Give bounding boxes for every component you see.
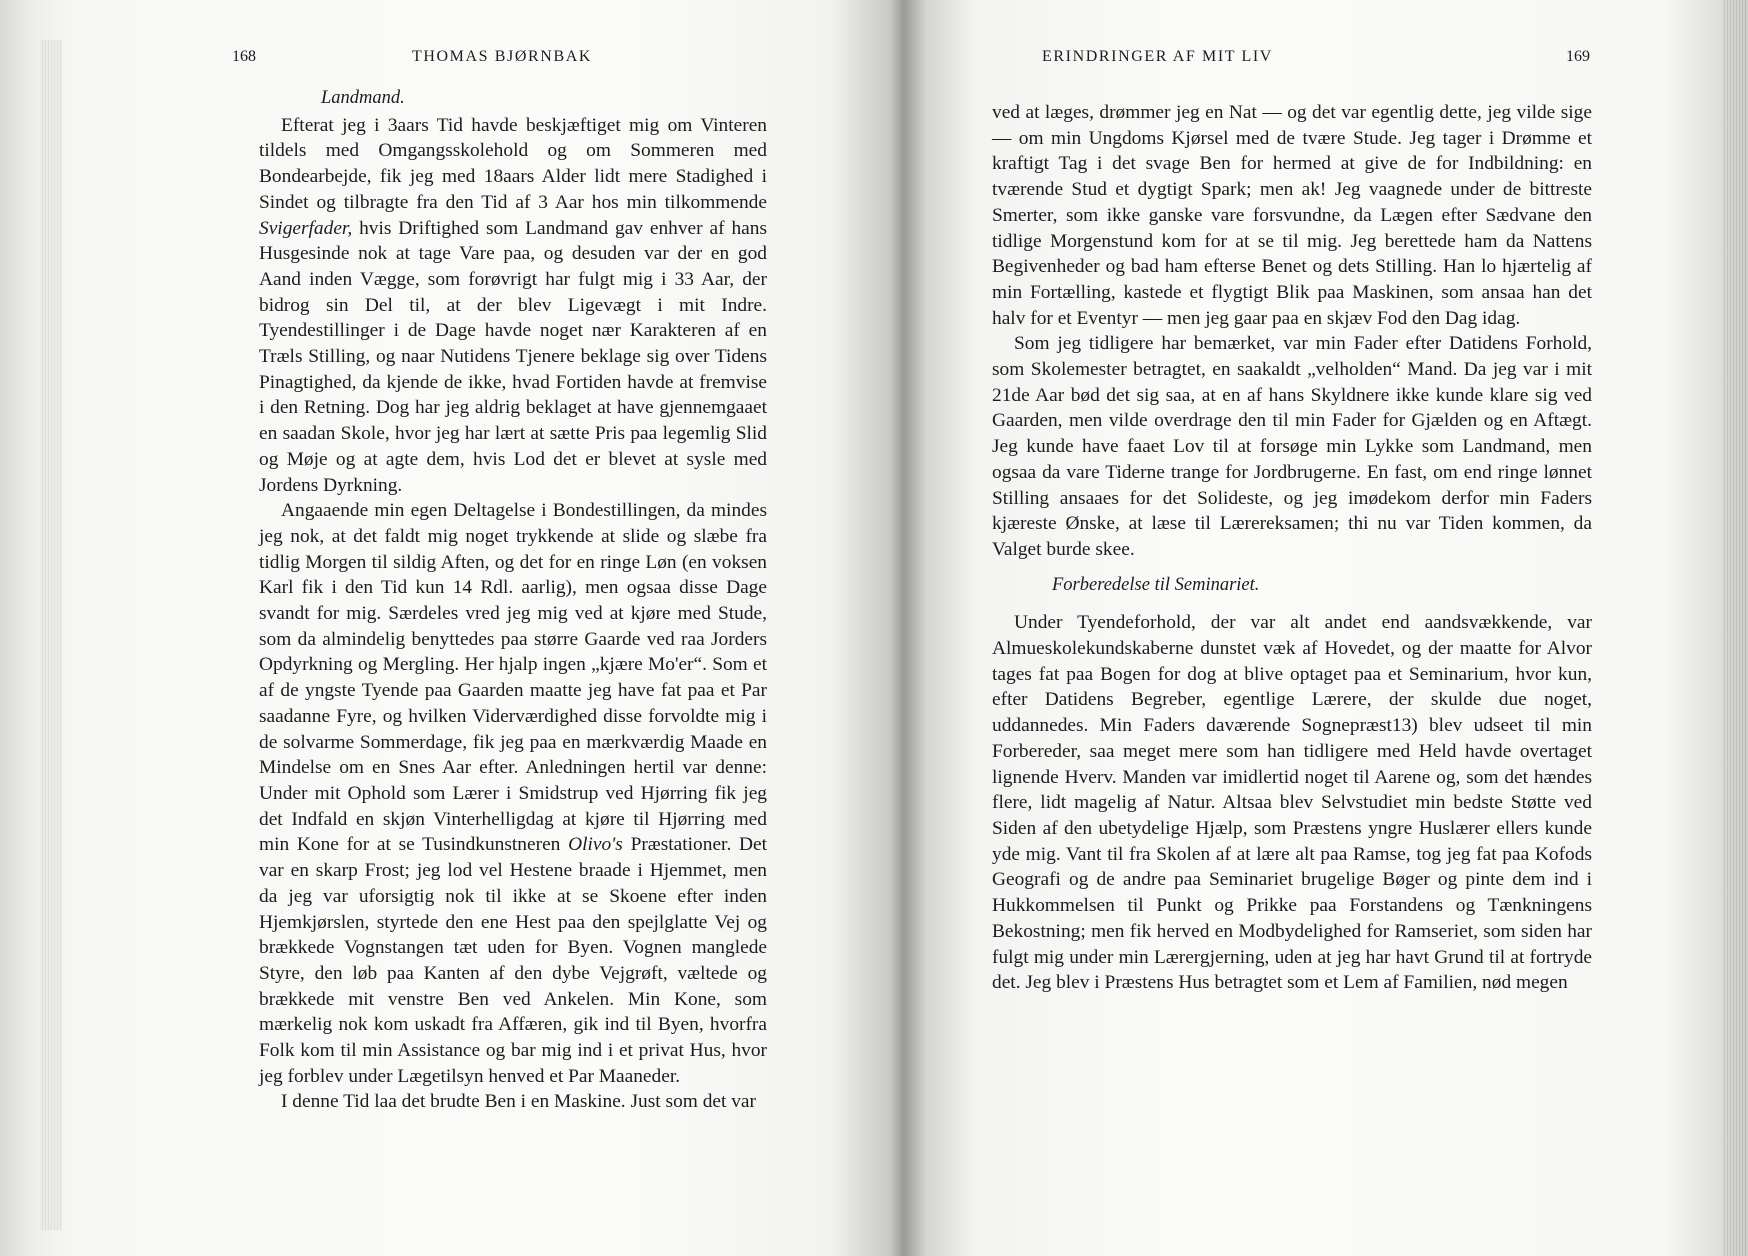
paragraph-1 xyxy=(259,113,767,499)
right-text-block xyxy=(992,100,1592,996)
paragraph-3: I denne Tid laa det brudte Ben i en Maskine. Just som det var xyxy=(281,1091,756,1113)
page-edges-left xyxy=(40,40,62,1230)
paragraph-tyendeforhold: Under Tyendeforhold, der var alt andet end aandsvækkende, var Almueskolekundskaberne dunstet væk af Hovedet, og der maatte for Alvor tages fat paa Bogen for dog at blive optaget paa et Seminarium, hvor kun, efter Datidens Begreber, egentlige Lærere, der skulde due noget, uddannedes. Min Faders daværende Sognepræst13) blev udseet til min Forbereder, saa meget mere som han tidligere med Held havde overtaget lignende Hverv. Manden var imidlertid noget til Aarene og, som det hændes flere, lidt magelig af Natur. Altsaa blev Selvstudiet min bedste Støtte ved Siden af den ubetydelige Hjælp, som Præstens yngre Huslærer ellers kunde yde mig. Vant til fra Skolen af at lære alt paa Ramse, tog jeg fat paa Kofods Geografi og de andre paa Seminariet brugelige Bøger og pinte dem ind i Hukkommelsen til Punkt og Prikke paa Forstandens og Tænkningens Bekostning; men fik herved en Modbydelighed for Ramseriet, som siden har fulgt mig under min Lærergjerning, uden at jeg har havt Grund til at fortryde det. Jeg blev i Præstens Hus betragtet som et Lem af Familien, nød megen xyxy=(992,612,1592,994)
paragraph-1-italic: Svigerfader, xyxy=(259,217,353,239)
page-number-left: 168 xyxy=(232,48,256,65)
paragraph-1-text-a: Efterat jeg i 3aars Tid havde beskjæftiget mig om Vinteren tildels med Omgangsskolehold og om Sommeren med Bondearbejde, fik jeg med 18aars Alder lidt mere Stadighed i Sindet og tilbragte fra den Tid af 3 Aar hos min tilkommende xyxy=(259,114,767,213)
left-text-block xyxy=(259,86,767,1115)
paragraph-2 xyxy=(259,498,767,1089)
page-number-right: 169 xyxy=(1566,48,1590,65)
continued-paragraph: ved at læges, drømmer jeg en Nat — og det var egentlig dette, jeg vilde sige — om min Ungdoms Kjørsel med de tvære Stude. Jeg tager i Drømme et kraftigt Tag i det svage Ben for hermed at give de for Indbildning: en tværende Stud et dygtigt Spark; men ak! Jeg vaagnede under de bittreste Smerter, som ikke ganske vare forsvundne, da Lægen efter Sædvane den tidlige Morgenstund kom for at se til mig. Jeg berettede ham da Nattens Begivenheder og bad ham efterse Benet og dets Stilling. Han lo hjærtelig af min Fortælling, kastede et flygtigt Blik paa Maskinen, som ansaa han det halv for et Eventyr — men jeg gaar paa en skjæv Fod den Dag idag. xyxy=(992,102,1592,329)
paragraph-2-text-a: Angaaende min egen Deltagelse i Bondestillingen, da mindes jeg nok, at det faldt mig noget trykkende at slide og slæbe fra tidlig Morgen til sildig Aften, og det for en ringe Løn (en voksen Karl fik i den Tid kun 14 Rdl. aarlig), men ogsaa disse Dage svandt for mig. Særdeles vred jeg mig ved at kjøre med Stude, som da almindelig benyttedes paa større Gaarde ved raa Jorders Opdyrkning og Mergling. Her hjalp ingen „kjære Mo'er“. Som et af de yngste Tyende paa Gaarden maatte jeg have fat paa et Par saadanne Fyre, og hvilken Viderværdighed disse forvoldte mig i de solvarme Sommerdage, fik jeg paa en mærkværdig Maade en Mindelse om en Snes Aar efter. Anledningen hertil var denne: Under mit Ophold som Lærer i Smidstrup ved Hjørring fik jeg det Indfald en skjøn Vinterhelligdag at kjøre til Hjørring med min Kone for at se Tusindkunstneren xyxy=(259,500,767,856)
section-heading-landmand: Landmand. xyxy=(321,88,405,108)
paragraph-2-italic: Olivo's xyxy=(568,834,623,856)
running-head-right: ERINDRINGER AF MIT LIV xyxy=(1042,48,1273,65)
paragraph-fader: Som jeg tidligere har bemærket, var min Fader efter Datidens Forhold, som Skolemester betragtet, en saakaldt „velholden“ Mand. Da jeg var i mit 21de Aar bød det sig saa, at en af hans Skyldnere ikke kunde klare sig ved Gaarden, men vilde overdrage den til min Fader for Gjælden og en Aftægt. Jeg kunde have faaet Lov til at forsøge min Lykke som Landmand, men ogsaa da vare Tiderne trange for Jordbrugerne. En fast, om end ringe lønnet Stilling ansaaes for det Solideste, og jeg imødekom derfor min Faders kjæreste Ønske, at læse til Lærereksamen; thi nu var Tiden kommen, da Valget burde skee. xyxy=(992,333,1592,560)
running-head-left: THOMAS BJØRNBAK xyxy=(412,48,593,65)
page-edges-right xyxy=(1722,0,1748,1256)
paragraph-1-text-b: hvis Driftighed som Landmand gav enhver af hans Husgesinde nok at tage Vare paa, og desuden var der en god Aand inden Vægge, som forøvrigt har fulgt mig i 33 Aar, der bidrog sin Del til, at der blev Ligevægt i mit Indre. Tyendestillinger i de Dage havde noget nær Karakteren af en Træls Stilling, og naar Nutidens Tjenere beklage sig over Tidens Pinagtighed, da kjende de ikke, hvad Fortiden havde at fremvise i den Retning. Dog har jeg aldrig beklaget at have gjennemgaaet en saadan Skole, hvor jeg har lært at sætte Pris paa legemlig Slid og Møje og at agte dem, hvis Lod det er blevet at sysle med Jordens Dyrkning. xyxy=(259,217,767,496)
section-heading-forberedelse: Forberedelse til Seminariet. xyxy=(1052,574,1260,595)
paragraph-2-text-b: Præstationer. Det var en skarp Frost; jeg lod vel Hestene braade i Hjemmet, men da jeg var uforsigtig nok til ikke at se Skoene efter inden Hjemkjørslen, styrtede den ene Hest paa den spejlglatte Vej og brækkede Vognstangen tæt uden for Byen. Vognen manglede Styre, den løb paa Kanten af den dybe Vejgrøft, væltede og brækkede mit venstre Ben ved Ankelen. Min Kone, som mærkelig nok kom uskadt fra Affæren, gik ind til Byen, hvorfra Folk kom til min Assistance og bar mig ind i et privat Hus, hvor jeg forblev under Lægetilsyn henved et Par Maaneder. xyxy=(259,834,767,1087)
